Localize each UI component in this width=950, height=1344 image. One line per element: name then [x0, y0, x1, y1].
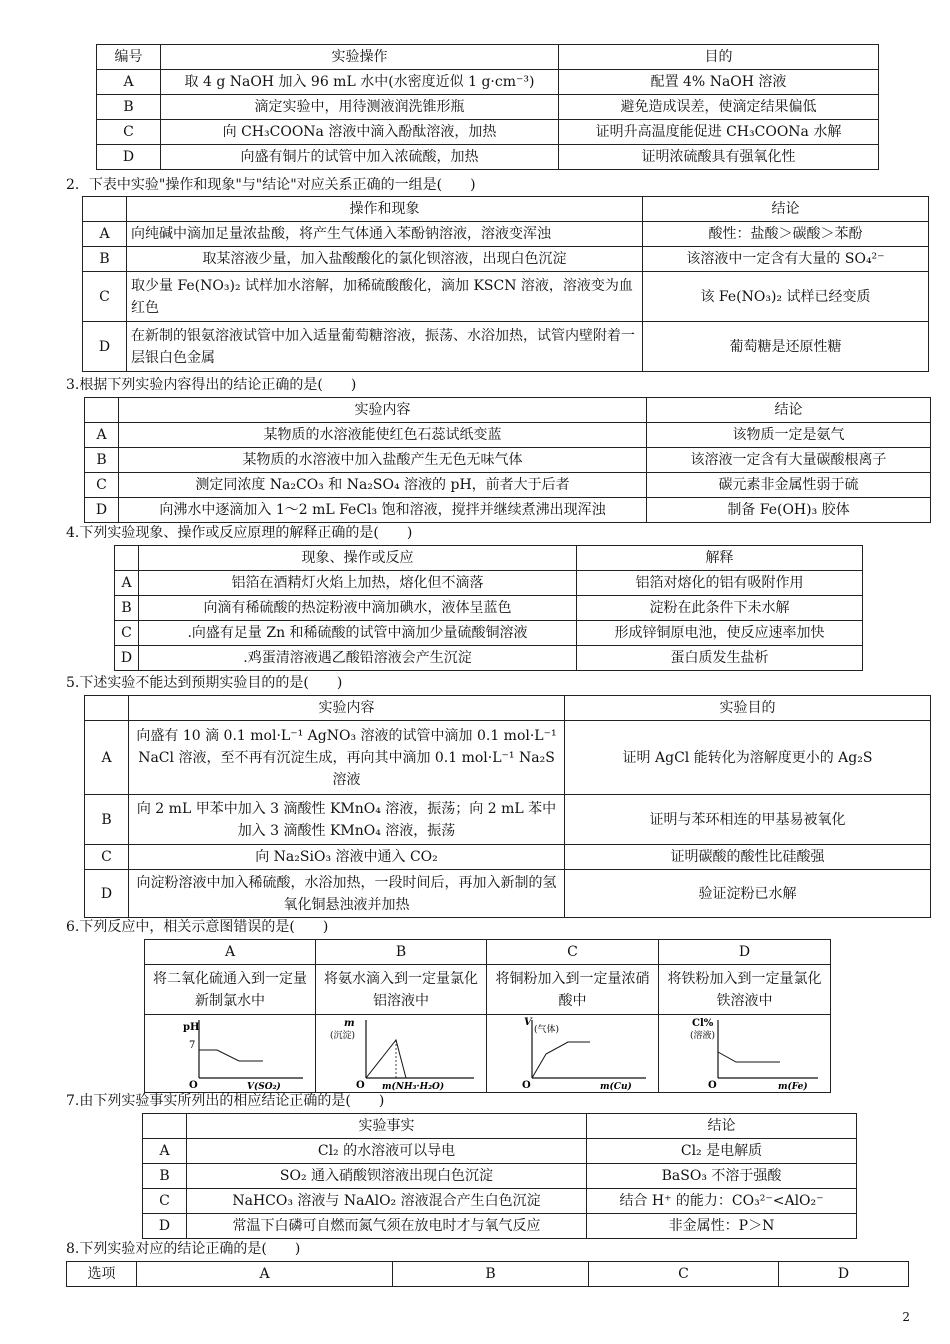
cell-purpose: 配置 4% NaOH 溶液: [559, 70, 879, 95]
header-cell: 结论: [647, 398, 931, 423]
table-row: [145, 1015, 831, 1093]
row-label: C: [85, 473, 119, 498]
cell-explanation: 蛋白质发生盐析: [577, 646, 863, 671]
row-label: A: [85, 721, 129, 795]
cell-content: 向 Na₂SiO₃ 溶液中通入 CO₂: [129, 845, 565, 870]
chart-cell-b: [316, 1015, 487, 1093]
cell-conclusion: 该溶液中一定含有大量的 SO₄²⁻: [643, 247, 929, 272]
cell-purpose: 证明浓硫酸具有强氧化性: [559, 145, 879, 170]
table-q3: [84, 397, 931, 523]
cell-fact: Cl₂ 的水溶液可以导电: [187, 1139, 587, 1164]
y-axis-label: m: [344, 1017, 355, 1029]
x-axis-label: m(NH₃·H₂O): [382, 1081, 445, 1092]
question-3-title: 3.根据下列实验内容得出的结论正确的是( ): [66, 377, 357, 393]
row-label: D: [85, 498, 119, 523]
cell-operation: 取某溶液少量，加入盐酸酸化的氯化钡溶液，出现白色沉淀: [127, 247, 643, 272]
question-4-title: 4.下列实验现象、操作或反应原理的解释正确的是( ): [66, 525, 413, 541]
header-cell: 实验事实: [187, 1114, 587, 1139]
table-row: [85, 870, 931, 918]
row-label: D: [85, 870, 129, 918]
cell-purpose: 证明碳酸的酸性比硅酸强: [565, 845, 931, 870]
row-label: B: [85, 448, 119, 473]
chart-a: [155, 1016, 305, 1092]
cell-purpose: 证明升高温度能促进 CH₃COONa 水解: [559, 120, 879, 145]
cell-conclusion: 制备 Fe(OH)₃ 胶体: [647, 498, 931, 523]
header-cell: 现象、操作或反应: [139, 546, 577, 571]
y-axis-sublabel: (溶液): [689, 1030, 715, 1041]
header-cell: [83, 197, 127, 222]
row-label: A: [143, 1139, 187, 1164]
cell-operation: 向纯碱中滴加足量浓盐酸，将产生气体通入苯酚钠溶液，溶液变浑浊: [127, 222, 643, 247]
cell-purpose: 验证淀粉已水解: [565, 870, 931, 918]
cell-operation: 取 4 g NaOH 加入 96 mL 水中(水密度近似 1 g·cm⁻³): [161, 70, 559, 95]
option-label: A: [145, 940, 316, 965]
table-row: [85, 423, 931, 448]
origin-label: O: [707, 1079, 717, 1091]
question-5-title: 5.下述实验不能达到预期实验目的的是( ): [66, 675, 343, 691]
table-q8: [66, 1261, 909, 1287]
table-row: [143, 1189, 857, 1214]
cell-operation: 滴定实验中，用待测液润洗锥形瓶: [161, 95, 559, 120]
cell-purpose: 避免造成误差，使滴定结果偏低: [559, 95, 879, 120]
cell-conclusion: 结合 H⁺ 的能力：CO₃²⁻<AlO₂⁻: [587, 1189, 857, 1214]
table-header-row: [83, 197, 929, 222]
table-row: [83, 247, 929, 272]
cell-phenomenon: 铝箔在酒精灯火焰上加热，熔化但不滴落: [139, 571, 577, 596]
cell-operation: 取少量 Fe(NO₃)₂ 试样加水溶解，加稀硫酸酸化，滴加 KSCN 溶液，溶液变为血红色: [127, 272, 643, 322]
cell-fact: 常温下白磷可自燃而氮气须在放电时才与氧气反应: [187, 1214, 587, 1239]
header-cell: 实验操作: [161, 45, 559, 70]
chart-cell-a: [145, 1015, 316, 1093]
cell-operation: 向 CH₃COONa 溶液中滴入酚酞溶液，加热: [161, 120, 559, 145]
option-label: C: [487, 940, 659, 965]
row-label: C: [115, 621, 139, 646]
table-row: [97, 120, 879, 145]
cell-explanation: 铝箔对熔化的铝有吸附作用: [577, 571, 863, 596]
option-description: 将氨水滴入到一定量氯化铝溶液中: [316, 965, 487, 1015]
table-q7: [142, 1113, 857, 1239]
header-cell: 结论: [587, 1114, 857, 1139]
cell-conclusion: BaSO₃ 不溶于强酸: [587, 1164, 857, 1189]
table-header-row: [85, 398, 931, 423]
row-label: D: [143, 1214, 187, 1239]
cell-phenomenon: .鸡蛋清溶液遇乙酸铅溶液会产生沉淀: [139, 646, 577, 671]
table-row: [85, 448, 931, 473]
cell-explanation: 淀粉在此条件下未水解: [577, 596, 863, 621]
table-row: [143, 1214, 857, 1239]
cell-conclusion: 非金属性：P＞N: [587, 1214, 857, 1239]
header-cell: A: [137, 1262, 393, 1287]
row-label: A: [83, 222, 127, 247]
row-label: C: [143, 1189, 187, 1214]
table-row: [97, 145, 879, 170]
cell-content: 向 2 mL 甲苯中加入 3 滴酸性 KMnO₄ 溶液，振荡；向 2 mL 苯中加入 3 滴酸性 KMnO₄ 溶液，振荡: [129, 795, 565, 845]
header-cell: [115, 546, 139, 571]
header-cell: [143, 1114, 187, 1139]
y-axis-label: Cl%: [691, 1017, 713, 1029]
question-7-title: 7.由下列实验事实所列出的相应结论正确的是( ): [66, 1093, 385, 1109]
cell-content: 向沸水中逐滴加入 1～2 mL FeCl₃ 饱和溶液，搅拌并继续煮沸出现浑浊: [119, 498, 647, 523]
cell-content: 测定同浓度 Na₂CO₃ 和 Na₂SO₄ 溶液的 pH，前者大于后者: [119, 473, 647, 498]
table-row: [83, 272, 929, 322]
cell-fact: SO₂ 通入硝酸钡溶液出现白色沉淀: [187, 1164, 587, 1189]
row-label: B: [97, 95, 161, 120]
header-cell: C: [589, 1262, 779, 1287]
y-axis-sublabel: (沉淀): [330, 1030, 356, 1041]
origin-label: O: [356, 1079, 365, 1091]
table-row: [115, 571, 863, 596]
row-label: A: [85, 423, 119, 448]
chart-cell-d: [659, 1015, 831, 1093]
y-mark-label: 7: [189, 1039, 196, 1051]
cell-conclusion: 该物质一定是氨气: [647, 423, 931, 448]
table-row: [97, 95, 879, 120]
curve-b: [366, 1040, 406, 1078]
table-row: [143, 1164, 857, 1189]
header-cell: 目的: [559, 45, 879, 70]
table-q6: [144, 939, 831, 1093]
table-header-row: [67, 1262, 909, 1287]
option-label: D: [659, 940, 831, 965]
chart-c: [498, 1016, 648, 1092]
header-cell: D: [779, 1262, 909, 1287]
cell-conclusion: 该溶液一定含有大量碳酸根离子: [647, 448, 931, 473]
row-label: D: [97, 145, 161, 170]
table-row: [115, 596, 863, 621]
table-header-row: [97, 45, 879, 70]
origin-label: O: [189, 1079, 198, 1091]
cell-operation: 在新制的银氨溶液试管中加入适量葡萄糖溶液，振荡、水浴加热，试管内壁附着一层银白色金属: [127, 322, 643, 372]
question-6-title: 6.下列反应中，相关示意图错误的是( ): [66, 919, 329, 935]
table-row: [85, 845, 931, 870]
row-label: C: [85, 845, 129, 870]
row-label: B: [85, 795, 129, 845]
page-number: 2: [902, 1310, 910, 1324]
row-label: D: [83, 322, 127, 372]
cell-content: 向盛有 10 滴 0.1 mol·L⁻¹ AgNO₃ 溶液的试管中滴加 0.1 mol·L⁻¹ NaCl 溶液，至不再有沉淀生成，再向其中滴加 0.1 mol·L⁻¹ Na₂S 溶液: [129, 721, 565, 795]
row-label: C: [97, 120, 161, 145]
table-q2: [82, 196, 929, 372]
option-description: 将铁粉加入到一定量氯化铁溶液中: [659, 965, 831, 1015]
option-label: B: [316, 940, 487, 965]
row-label: B: [83, 247, 127, 272]
y-axis-label: pH: [183, 1021, 200, 1033]
table-row: [85, 795, 931, 845]
chart-b: [326, 1016, 476, 1092]
curve-d: [718, 1052, 780, 1062]
table-q4: [114, 545, 863, 671]
header-cell: 解释: [577, 546, 863, 571]
cell-phenomenon: 向滴有稀硫酸的热淀粉液中滴加碘水，液体呈蓝色: [139, 596, 577, 621]
chart-cell-c: [487, 1015, 659, 1093]
cell-purpose: 证明 AgCl 能转化为溶解度更小的 Ag₂S: [565, 721, 931, 795]
x-axis-label: m(Fe): [777, 1081, 808, 1092]
cell-conclusion: 该 Fe(NO₃)₂ 试样已经变质: [643, 272, 929, 322]
row-label: B: [115, 596, 139, 621]
table-row: [83, 322, 929, 372]
header-cell: 实验目的: [565, 696, 931, 721]
table-q1: [96, 44, 879, 170]
question-8-title: 8.下列实验对应的结论正确的是( ): [66, 1241, 301, 1257]
header-cell: B: [393, 1262, 589, 1287]
table-row: [115, 621, 863, 646]
cell-operation: 向盛有铜片的试管中加入浓硫酸，加热: [161, 145, 559, 170]
table-q5: [84, 695, 931, 918]
cell-content: 某物质的水溶液中加入盐酸产生无色无味气体: [119, 448, 647, 473]
y-axis-label: V: [523, 1016, 532, 1028]
table-header-row: [85, 696, 931, 721]
table-row: [97, 70, 879, 95]
table-header-row: [115, 546, 863, 571]
cell-content: 某物质的水溶液能使红色石蕊试纸变蓝: [119, 423, 647, 448]
table-row: [143, 1139, 857, 1164]
origin-label: O: [521, 1079, 531, 1091]
cell-conclusion: 碳元素非金属性弱于硫: [647, 473, 931, 498]
header-cell: 操作和现象: [127, 197, 643, 222]
question-2-title: 2．下表中实验"操作和现象"与"结论"对应关系正确的一组是( ): [66, 177, 476, 193]
header-cell: 实验内容: [129, 696, 565, 721]
header-cell: 实验内容: [119, 398, 647, 423]
row-label: A: [97, 70, 161, 95]
table-header-row: [145, 940, 831, 965]
table-header-row: [143, 1114, 857, 1139]
header-cell: 编号: [97, 45, 161, 70]
header-cell: 结论: [643, 197, 929, 222]
table-row: [85, 721, 931, 795]
table-row: [115, 646, 863, 671]
cell-conclusion: 酸性：盐酸＞碳酸＞苯酚: [643, 222, 929, 247]
cell-explanation: 形成锌铜原电池，使反应速率加快: [577, 621, 863, 646]
header-cell: [85, 398, 119, 423]
row-label: C: [83, 272, 127, 322]
cell-content: 向淀粉溶液中加入稀硫酸，水浴加热，一段时间后，再加入新制的氢氧化铜悬浊液并加热: [129, 870, 565, 918]
curve-c: [532, 1042, 590, 1078]
table-row: [85, 473, 931, 498]
cell-conclusion: Cl₂ 是电解质: [587, 1139, 857, 1164]
row-label: D: [115, 646, 139, 671]
table-row: [83, 222, 929, 247]
x-axis-label: V(SO₂): [247, 1081, 281, 1092]
option-description: 将二氧化硫通入到一定量新制氯水中: [145, 965, 316, 1015]
chart-d: [670, 1016, 820, 1092]
cell-phenomenon: .向盛有足量 Zn 和稀硫酸的试管中滴加少量硫酸铜溶液: [139, 621, 577, 646]
table-row: [85, 498, 931, 523]
y-axis-sublabel: (气体): [533, 1024, 559, 1035]
header-cell: 选项: [67, 1262, 137, 1287]
cell-fact: NaHCO₃ 溶液与 NaAlO₂ 溶液混合产生白色沉淀: [187, 1189, 587, 1214]
cell-conclusion: 葡萄糖是还原性糖: [643, 322, 929, 372]
table-row: [145, 965, 831, 1015]
row-label: B: [143, 1164, 187, 1189]
curve-a: [199, 1050, 263, 1061]
row-label: A: [115, 571, 139, 596]
x-axis-label: m(Cu): [599, 1081, 632, 1092]
header-cell: [85, 696, 129, 721]
option-description: 将铜粉加入到一定量浓硝酸中: [487, 965, 659, 1015]
cell-purpose: 证明与苯环相连的甲基易被氧化: [565, 795, 931, 845]
